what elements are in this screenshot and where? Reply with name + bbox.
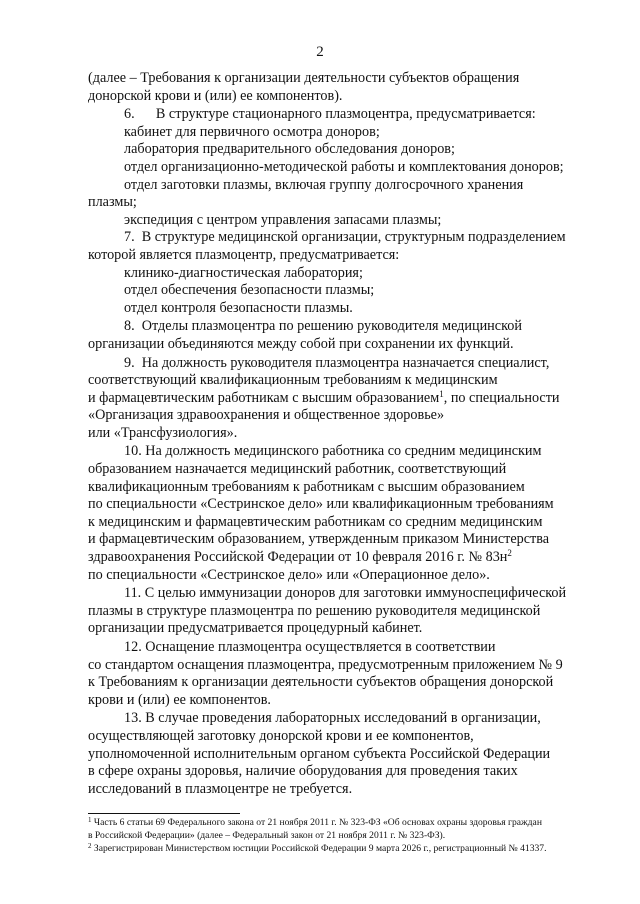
clause-13-line: в сфере охраны здоровья, наличие оборудования для проведения таких — [88, 763, 518, 780]
clause-6-item: кабинет для первичного осмотра доноров; — [124, 123, 380, 140]
clause-10-line: к медицинским и фармацевтическим работникам со средним медицинским — [88, 513, 543, 530]
footnote-1-cont: в Российской Федерации» (далее – Федеральный закон от 21 ноября 2011 г. № 323-ФЗ). — [88, 829, 446, 841]
clause-9-line: 9. На должность руководителя плазмоцентра назначается специалист, — [124, 354, 550, 371]
page-number: 2 — [316, 44, 324, 60]
clause-12-line: 12. Оснащение плазмоцентра осуществляется в соответствии — [124, 639, 496, 655]
clause-9-text: и фармацевтическим работникам с высшим образованием — [88, 389, 440, 406]
clause-9-line: «Организация здравоохранения и общественное здоровье» — [88, 407, 445, 424]
clause-6-item-cont: плазмы; — [88, 194, 137, 211]
document-body — [88, 70, 597, 798]
footnote-text: Зарегистрирован Министерством юстиции Российской Федерации 9 марта 2026 г., регистрационный № 41337. — [93, 842, 547, 854]
clause-6-item: лаборатория предварительного обследования доноров; — [124, 141, 455, 158]
clause-8-line: 8. Отделы плазмоцентра по решению руководителя медицинской — [124, 318, 522, 335]
footnote-ref-1: 1 — [439, 388, 444, 399]
clause-7-item: отдел контроля безопасности плазмы. — [124, 299, 353, 316]
clause-13-line: исследований в плазмоцентре не требуется. — [88, 780, 353, 797]
clause-6-item: экспедиция с центром управления запасами плазмы; — [124, 211, 442, 228]
intro-line: (далее – Требования к организации деятельности субъектов обращения — [88, 70, 520, 86]
clause-11-line: 11. С целью иммунизации доноров для заготовки иммуноспецифической — [124, 585, 567, 602]
clause-13-line: 13. В случае проведения лабораторных исследований в организации, — [124, 710, 541, 727]
clause-9-line: соответствующий квалификационным требованиям к медицинским — [88, 372, 498, 389]
clause-13-line: осуществляющей заготовку донорской крови и ее компонентов, — [88, 727, 474, 744]
clause-7-item: клинико-диагностическая лаборатория; — [124, 264, 363, 281]
clause-7-line: 7. В структуре медицинской организации, структурным подразделением — [124, 229, 566, 246]
clause-11-line: организации предусматривается процедурный кабинет. — [88, 620, 423, 637]
clause-7-line: которой является плазмоцентр, предусматривается: — [88, 246, 400, 263]
clause-7-item: отдел обеспечения безопасности плазмы; — [124, 282, 375, 299]
clause-10-line: по специальности «Сестринское дело» или «Операционное дело». — [88, 566, 490, 583]
clause-9-text: , по специальности — [443, 389, 560, 406]
clause-10-line: и фармацевтическим образованием, утвержденным приказом Министерства — [88, 531, 550, 548]
clause-9-line: или «Трансфузиология». — [88, 424, 238, 441]
footnote-divider — [88, 813, 240, 814]
footnotes — [88, 817, 603, 855]
footnote-ref-2: 2 — [507, 548, 512, 559]
clause-10-line: квалификационным требованиям к работникам с высшим образованием — [88, 478, 525, 495]
footnote-2 — [88, 843, 603, 856]
clause-10-line: образованием назначается медицинский работник, соответствующий — [88, 461, 507, 478]
clause-8-line: организации объединяются между собой при сохранении их функций. — [88, 335, 514, 352]
footnote-text: Часть 6 статьи 69 Федерального закона от 21 ноября 2011 г. № 323-ФЗ «Об основах охраны здоровья граждан — [93, 817, 542, 828]
clause-10-line: 10. На должность медицинского работника со средним медицинским — [124, 443, 542, 460]
clause-6-item: отдел заготовки плазмы, включая группу долгосрочного хранения — [124, 176, 524, 193]
footnote-marker: 1 — [88, 816, 92, 824]
clause-12-line: со стандартом оснащения плазмоцентра, предусмотренным приложением № 9 — [88, 656, 563, 673]
clause-9-line — [88, 390, 597, 408]
footnote-marker: 2 — [88, 841, 92, 850]
clause-6-lead: 6. В структуре стационарного плазмоцентра, предусматривается: — [124, 106, 536, 123]
footnote-1 — [88, 817, 603, 830]
clause-12-line: крови и (или) ее компонентов. — [88, 691, 271, 708]
clause-10-line: по специальности «Сестринское дело» или квалификационным требованиям — [88, 496, 554, 513]
clause-10-line — [88, 549, 597, 567]
clause-13-line: уполномоченной исполнительным органом субъекта Российской Федерации — [88, 745, 551, 762]
clause-10-text: здравоохранения Российской Федерации от 10 февраля 2016 г. № 83н — [88, 549, 508, 566]
clause-6-item: отдел организационно-методической работы и комплектования доноров; — [124, 158, 564, 175]
clause-11-line: плазмы в структуре плазмоцентра по решению руководителя медицинской — [88, 602, 541, 619]
clause-12-line: к Требованиям к организации деятельности субъектов обращения донорской — [88, 674, 554, 691]
intro-line: донорской крови и (или) ее компонентов). — [88, 87, 343, 104]
